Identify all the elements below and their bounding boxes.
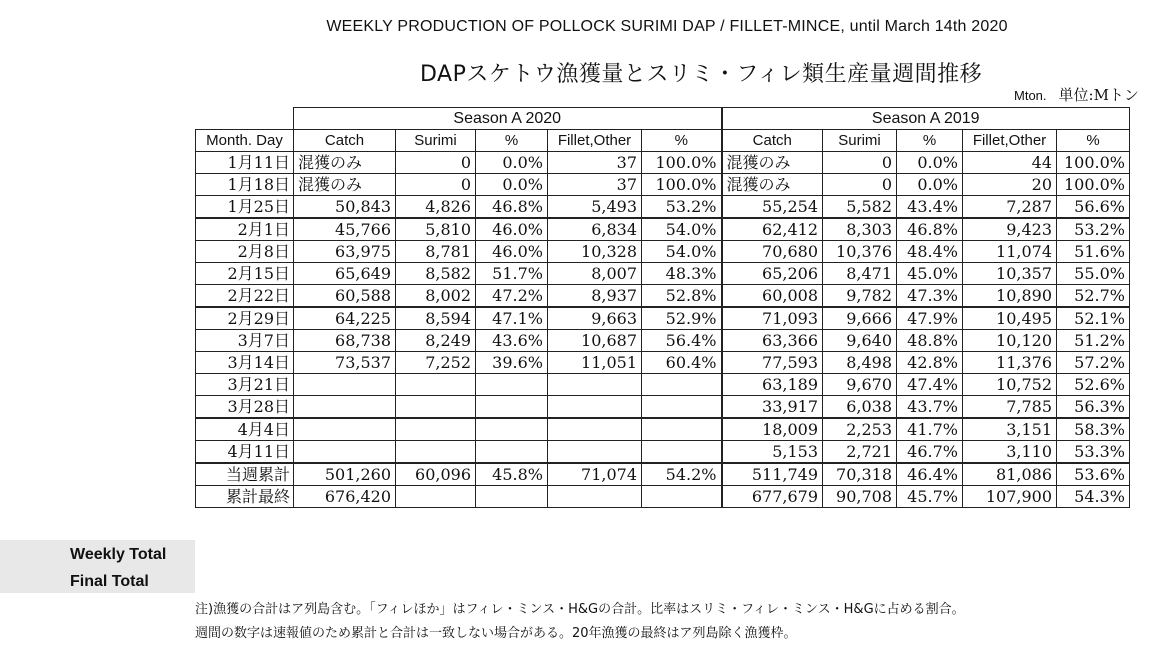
- value-cell-s19: 8,471: [823, 263, 897, 285]
- value-cell-c20: 64,225: [294, 307, 396, 330]
- table-row: [196, 418, 1130, 441]
- value-cell-p20: 47.1%: [476, 307, 548, 330]
- value-cell-s19: 6,038: [823, 396, 897, 419]
- value-cell-q19: 53.6%: [1057, 463, 1130, 486]
- value-cell-c19: 33,917: [722, 396, 823, 419]
- value-cell-c20: 混獲のみ: [294, 174, 396, 196]
- value-cell-s20: 8,781: [396, 241, 476, 263]
- value-cell-p20: [476, 374, 548, 396]
- value-cell-c19: 63,366: [722, 330, 823, 352]
- value-cell-c19: 71,093: [722, 307, 823, 330]
- value-cell-c19: 70,680: [722, 241, 823, 263]
- value-cell-p20: 0.0%: [476, 152, 548, 174]
- units-en: Mton.: [1014, 88, 1047, 103]
- corner-cell: [196, 108, 294, 130]
- value-cell-q19: 100.0%: [1057, 152, 1130, 174]
- date-cell: 3月21日: [196, 374, 294, 396]
- value-cell-p19: 45.0%: [897, 263, 963, 285]
- value-cell-f19: 3,110: [963, 441, 1057, 464]
- value-cell-p20: [476, 418, 548, 441]
- value-cell-p20: 46.0%: [476, 241, 548, 263]
- table-row: [196, 441, 1130, 464]
- value-cell-q19: 51.2%: [1057, 330, 1130, 352]
- value-cell-p20: [476, 486, 548, 508]
- pct2-2020-header: %: [642, 130, 722, 152]
- value-cell-c19: 677,679: [722, 486, 823, 508]
- table-row: [196, 396, 1130, 419]
- value-cell-f20: [548, 418, 642, 441]
- value-cell-q20: 52.9%: [642, 307, 722, 330]
- value-cell-c19: 77,593: [722, 352, 823, 374]
- table-row: [196, 263, 1130, 285]
- value-cell-s20: [396, 374, 476, 396]
- final-total-row: [196, 486, 1130, 508]
- value-cell-q19: 54.3%: [1057, 486, 1130, 508]
- value-cell-p19: 42.8%: [897, 352, 963, 374]
- month-day-header: Month. Day: [196, 130, 294, 152]
- value-cell-f19: 10,752: [963, 374, 1057, 396]
- pct-2020-header: %: [476, 130, 548, 152]
- value-cell-f20: 71,074: [548, 463, 642, 486]
- value-cell-c19: 混獲のみ: [722, 174, 823, 196]
- value-cell-s20: 8,002: [396, 285, 476, 308]
- value-cell-s20: [396, 441, 476, 464]
- table-row: [196, 330, 1130, 352]
- value-cell-s19: 9,782: [823, 285, 897, 308]
- value-cell-q20: 100.0%: [642, 152, 722, 174]
- value-cell-f19: 81,086: [963, 463, 1057, 486]
- table-row: [196, 241, 1130, 263]
- value-cell-c19: 62,412: [722, 218, 823, 241]
- date-cell: 2月8日: [196, 241, 294, 263]
- date-cell: 当週累計: [196, 463, 294, 486]
- fillet-2019-header: Fillet,Other: [963, 130, 1057, 152]
- value-cell-q19: 51.6%: [1057, 241, 1130, 263]
- value-cell-p19: 46.8%: [897, 218, 963, 241]
- value-cell-s19: 90,708: [823, 486, 897, 508]
- value-cell-f19: 3,151: [963, 418, 1057, 441]
- value-cell-c20: [294, 374, 396, 396]
- value-cell-q20: 54.0%: [642, 241, 722, 263]
- table-row: [196, 174, 1130, 196]
- table-row: [196, 374, 1130, 396]
- value-cell-s20: [396, 486, 476, 508]
- value-cell-q19: 53.2%: [1057, 218, 1130, 241]
- value-cell-q19: 56.6%: [1057, 196, 1130, 219]
- value-cell-f19: 20: [963, 174, 1057, 196]
- value-cell-c20: [294, 418, 396, 441]
- value-cell-q19: 58.3%: [1057, 418, 1130, 441]
- value-cell-c20: 65,649: [294, 263, 396, 285]
- table-row: [196, 152, 1130, 174]
- date-cell: 2月1日: [196, 218, 294, 241]
- value-cell-f20: 5,493: [548, 196, 642, 219]
- value-cell-q19: 57.2%: [1057, 352, 1130, 374]
- value-cell-q20: [642, 418, 722, 441]
- value-cell-p19: 48.8%: [897, 330, 963, 352]
- value-cell-s19: 8,498: [823, 352, 897, 374]
- value-cell-q20: 52.8%: [642, 285, 722, 308]
- value-cell-p20: 39.6%: [476, 352, 548, 374]
- value-cell-p19: 45.7%: [897, 486, 963, 508]
- date-cell: 4月4日: [196, 418, 294, 441]
- value-cell-c19: 5,153: [722, 441, 823, 464]
- value-cell-c20: 676,420: [294, 486, 396, 508]
- value-cell-s20: [396, 396, 476, 419]
- value-cell-c20: 68,738: [294, 330, 396, 352]
- value-cell-f20: 9,663: [548, 307, 642, 330]
- date-cell: 2月29日: [196, 307, 294, 330]
- value-cell-f19: 11,376: [963, 352, 1057, 374]
- value-cell-q20: 60.4%: [642, 352, 722, 374]
- season-2020-header: Season A 2020: [294, 108, 722, 130]
- value-cell-c19: 混獲のみ: [722, 152, 823, 174]
- final-total-label: Final Total: [70, 573, 149, 590]
- value-cell-c20: 501,260: [294, 463, 396, 486]
- value-cell-f20: 8,007: [548, 263, 642, 285]
- value-cell-q19: 52.1%: [1057, 307, 1130, 330]
- value-cell-c20: 45,766: [294, 218, 396, 241]
- value-cell-p19: 47.3%: [897, 285, 963, 308]
- value-cell-p19: 43.7%: [897, 396, 963, 419]
- value-cell-f19: 44: [963, 152, 1057, 174]
- value-cell-s19: 9,666: [823, 307, 897, 330]
- value-cell-q20: 54.2%: [642, 463, 722, 486]
- value-cell-c20: 混獲のみ: [294, 152, 396, 174]
- value-cell-c19: 55,254: [722, 196, 823, 219]
- column-header-row: [196, 130, 1130, 152]
- value-cell-s19: 9,670: [823, 374, 897, 396]
- weekly-total-row: [196, 463, 1130, 486]
- value-cell-q20: [642, 374, 722, 396]
- footnote-1: 注)漁獲の合計はア列島含む。「フィレほか」はフィレ・ミンス・H&Gの合計。比率はスリミ・フィレ・ミンス・H&Gに占める割合。: [195, 602, 965, 617]
- value-cell-f20: 37: [548, 152, 642, 174]
- value-cell-f20: 10,328: [548, 241, 642, 263]
- value-cell-s19: 9,640: [823, 330, 897, 352]
- value-cell-f19: 11,074: [963, 241, 1057, 263]
- table-row: [196, 196, 1130, 219]
- value-cell-p19: 48.4%: [897, 241, 963, 263]
- value-cell-p19: 46.4%: [897, 463, 963, 486]
- value-cell-f19: 10,495: [963, 307, 1057, 330]
- footnote-2: 週間の数字は速報値のため累計と合計は一致しない場合がある。20年漁獲の最終はア列島除く漁獲枠。: [195, 626, 797, 641]
- value-cell-c20: [294, 441, 396, 464]
- value-cell-q20: [642, 486, 722, 508]
- report-title-jp: DAPスケトウ漁獲量とスリミ・フィレ類生産量週間推移: [420, 62, 983, 87]
- date-cell: 1月11日: [196, 152, 294, 174]
- catch-2019-header: Catch: [722, 130, 823, 152]
- report-title-en: WEEKLY PRODUCTION OF POLLOCK SURIMI DAP / FILLET-MINCE, until March 14th 2020: [326, 18, 1008, 35]
- value-cell-f20: 10,687: [548, 330, 642, 352]
- value-cell-f20: 37: [548, 174, 642, 196]
- pct-2019-header: %: [897, 130, 963, 152]
- value-cell-p19: 0.0%: [897, 152, 963, 174]
- value-cell-f20: 11,051: [548, 352, 642, 374]
- value-cell-q20: 53.2%: [642, 196, 722, 219]
- value-cell-s20: 5,810: [396, 218, 476, 241]
- production-table: [195, 107, 1130, 508]
- value-cell-q20: 48.3%: [642, 263, 722, 285]
- date-cell: 3月28日: [196, 396, 294, 419]
- value-cell-c20: 73,537: [294, 352, 396, 374]
- catch-2020-header: Catch: [294, 130, 396, 152]
- value-cell-p20: 43.6%: [476, 330, 548, 352]
- value-cell-q19: 52.6%: [1057, 374, 1130, 396]
- value-cell-p20: 0.0%: [476, 174, 548, 196]
- value-cell-c20: 50,843: [294, 196, 396, 219]
- value-cell-s20: 0: [396, 174, 476, 196]
- value-cell-q19: 52.7%: [1057, 285, 1130, 308]
- value-cell-f19: 107,900: [963, 486, 1057, 508]
- date-cell: 1月25日: [196, 196, 294, 219]
- table-row: [196, 352, 1130, 374]
- value-cell-f20: [548, 374, 642, 396]
- value-cell-c19: 65,206: [722, 263, 823, 285]
- value-cell-c20: 63,975: [294, 241, 396, 263]
- date-cell: 3月7日: [196, 330, 294, 352]
- date-cell: 4月11日: [196, 441, 294, 464]
- surimi-2020-header: Surimi: [396, 130, 476, 152]
- season-2019-header: Season A 2019: [722, 108, 1130, 130]
- value-cell-p20: 46.8%: [476, 196, 548, 219]
- value-cell-f19: 9,423: [963, 218, 1057, 241]
- value-cell-s19: 2,253: [823, 418, 897, 441]
- value-cell-p20: [476, 441, 548, 464]
- value-cell-p20: 47.2%: [476, 285, 548, 308]
- value-cell-p19: 0.0%: [897, 174, 963, 196]
- table-row: [196, 285, 1130, 308]
- value-cell-p20: 51.7%: [476, 263, 548, 285]
- value-cell-c19: 511,749: [722, 463, 823, 486]
- value-cell-s20: [396, 418, 476, 441]
- value-cell-p19: 47.9%: [897, 307, 963, 330]
- pct2-2019-header: %: [1057, 130, 1130, 152]
- value-cell-s20: 60,096: [396, 463, 476, 486]
- value-cell-q19: 56.3%: [1057, 396, 1130, 419]
- value-cell-f19: 10,120: [963, 330, 1057, 352]
- value-cell-s19: 10,376: [823, 241, 897, 263]
- fillet-2020-header: Fillet,Other: [548, 130, 642, 152]
- value-cell-p20: [476, 396, 548, 419]
- value-cell-c20: 60,588: [294, 285, 396, 308]
- value-cell-f19: 10,357: [963, 263, 1057, 285]
- date-cell: 2月15日: [196, 263, 294, 285]
- value-cell-s19: 5,582: [823, 196, 897, 219]
- value-cell-f19: 7,785: [963, 396, 1057, 419]
- value-cell-s20: 8,594: [396, 307, 476, 330]
- value-cell-c19: 63,189: [722, 374, 823, 396]
- units-jp: 単位:Mトン: [1058, 86, 1139, 104]
- value-cell-p19: 46.7%: [897, 441, 963, 464]
- value-cell-s20: 7,252: [396, 352, 476, 374]
- value-cell-s19: 70,318: [823, 463, 897, 486]
- date-cell: 1月18日: [196, 174, 294, 196]
- value-cell-f20: 8,937: [548, 285, 642, 308]
- units-label: [1014, 84, 1139, 105]
- value-cell-f20: 6,834: [548, 218, 642, 241]
- value-cell-q19: 55.0%: [1057, 263, 1130, 285]
- value-cell-s20: 4,826: [396, 196, 476, 219]
- table-row: [196, 218, 1130, 241]
- value-cell-p19: 41.7%: [897, 418, 963, 441]
- value-cell-s20: 0: [396, 152, 476, 174]
- weekly-total-label: Weekly Total: [70, 546, 167, 563]
- value-cell-f20: [548, 396, 642, 419]
- value-cell-c19: 60,008: [722, 285, 823, 308]
- season-header-row: [196, 108, 1130, 130]
- value-cell-q20: 56.4%: [642, 330, 722, 352]
- table-row: [196, 307, 1130, 330]
- surimi-2019-header: Surimi: [823, 130, 897, 152]
- value-cell-q20: [642, 441, 722, 464]
- value-cell-f20: [548, 486, 642, 508]
- value-cell-s19: 2,721: [823, 441, 897, 464]
- value-cell-p20: 45.8%: [476, 463, 548, 486]
- date-cell: 2月22日: [196, 285, 294, 308]
- value-cell-s19: 0: [823, 152, 897, 174]
- value-cell-q20: [642, 396, 722, 419]
- value-cell-s19: 0: [823, 174, 897, 196]
- value-cell-q19: 53.3%: [1057, 441, 1130, 464]
- value-cell-s20: 8,582: [396, 263, 476, 285]
- value-cell-q20: 100.0%: [642, 174, 722, 196]
- value-cell-q20: 54.0%: [642, 218, 722, 241]
- value-cell-c20: [294, 396, 396, 419]
- value-cell-c19: 18,009: [722, 418, 823, 441]
- value-cell-f20: [548, 441, 642, 464]
- value-cell-p19: 47.4%: [897, 374, 963, 396]
- value-cell-q19: 100.0%: [1057, 174, 1130, 196]
- value-cell-f19: 10,890: [963, 285, 1057, 308]
- date-cell: 3月14日: [196, 352, 294, 374]
- value-cell-p20: 46.0%: [476, 218, 548, 241]
- value-cell-s20: 8,249: [396, 330, 476, 352]
- value-cell-s19: 8,303: [823, 218, 897, 241]
- value-cell-p19: 43.4%: [897, 196, 963, 219]
- date-cell: 累計最終: [196, 486, 294, 508]
- value-cell-f19: 7,287: [963, 196, 1057, 219]
